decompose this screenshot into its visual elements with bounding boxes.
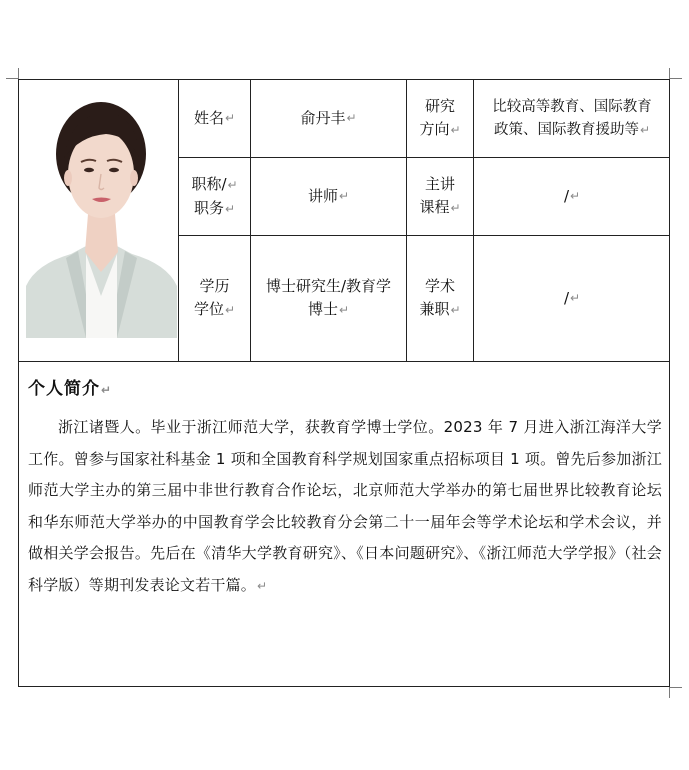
profile-photo [26,86,177,338]
grid-line [18,361,670,362]
part-time-label-line-2: 兼职 [419,300,450,318]
degree-label-line-1: 学历 [199,277,230,295]
title-label-line-2: 职务 [193,198,224,217]
crop-mark-bottom-right-h [670,687,682,688]
part-time-label-cell [407,236,473,361]
research-label-cell [407,80,473,157]
part-time-value: / [563,289,569,307]
paragraph-mark-icon: ↵ [570,189,581,203]
intro-heading [28,374,112,399]
courses-value: / [563,187,569,205]
title-label-line-1: 职称/ [191,174,227,193]
courses-value-cell [474,158,670,235]
name-value: 俞丹丰 [300,109,346,127]
crop-mark-top-right-h [670,78,682,79]
courses-label-line-1: 主讲 [424,175,455,193]
portrait-image [26,86,177,338]
degree-value-line-2: 博士 [307,300,338,318]
crop-mark-top-left-v [18,68,19,79]
title-value-cell [251,158,406,235]
courses-label-cell [407,158,473,235]
paragraph-mark-icon: ↵ [338,303,350,317]
paragraph-mark-icon: ↵ [570,291,581,305]
research-value-cell [474,80,670,157]
intro-paragraph [28,412,662,602]
intro-heading-text: 个人简介 [28,379,100,399]
crop-mark-top-left-h [6,78,18,79]
name-label: 姓名 [193,109,224,127]
research-value-line-1: 比较高等教育、国际教育 [492,98,652,115]
title-label-cell [179,158,250,235]
paragraph-mark-icon: ↵ [450,201,461,215]
paragraph-mark-icon: ↵ [227,177,238,192]
paragraph-mark-icon: ↵ [450,123,461,137]
paragraph-mark-icon: ↵ [257,578,268,593]
paragraph-mark-icon: ↵ [224,111,236,125]
name-label-cell [179,80,250,157]
research-value-line-2: 政策、国际教育援助等 [493,121,639,138]
part-time-value-cell [474,236,670,361]
paragraph-mark-icon: ↵ [450,303,461,317]
research-label-line-1: 研究 [424,97,455,115]
name-value-cell [251,80,406,157]
degree-label-cell [179,236,250,361]
paragraph-mark-icon: ↵ [224,201,236,216]
degree-value-cell [251,236,406,361]
degree-label-line-2: 学位 [193,300,224,318]
paragraph-mark-icon: ↵ [346,111,357,125]
title-value: 讲师 [307,187,338,205]
intro-body-text: 浙江诸暨人。毕业于浙江师范大学，获教育学博士学位。2023 年 7 月进入浙江海洋大学工作。曾参与国家社科基金 1 项和全国教育科学规划国家重点招标项目 1 项。曾先后参加浙江师范大学主办的第三届中非世行教育合作论坛，北京师范大学举办的第七届世界比较教育论坛和华东师范大学举办的中国教育学会比较教育分会第二十一届年会等学术论坛和学术会议，并做相关学会报告。先后在《清华大学教育研究》、《日本问题研究》、《浙江师范大学学报》（社会科学版）等期刊发表论文若干篇。 [28,418,662,594]
degree-value-line-1: 博士研究生/教育学 [265,277,392,295]
crop-mark-top-right-v [669,68,670,79]
part-time-label-line-1: 学术 [424,277,455,295]
paragraph-mark-icon: ↵ [639,122,651,137]
research-label-line-2: 方向 [419,120,450,138]
paragraph-mark-icon: ↵ [224,303,236,317]
paragraph-mark-icon: ↵ [338,189,350,203]
crop-mark-bottom-right-v [669,687,670,698]
courses-label-line-2: 课程 [419,198,450,216]
paragraph-mark-icon: ↵ [101,383,113,397]
